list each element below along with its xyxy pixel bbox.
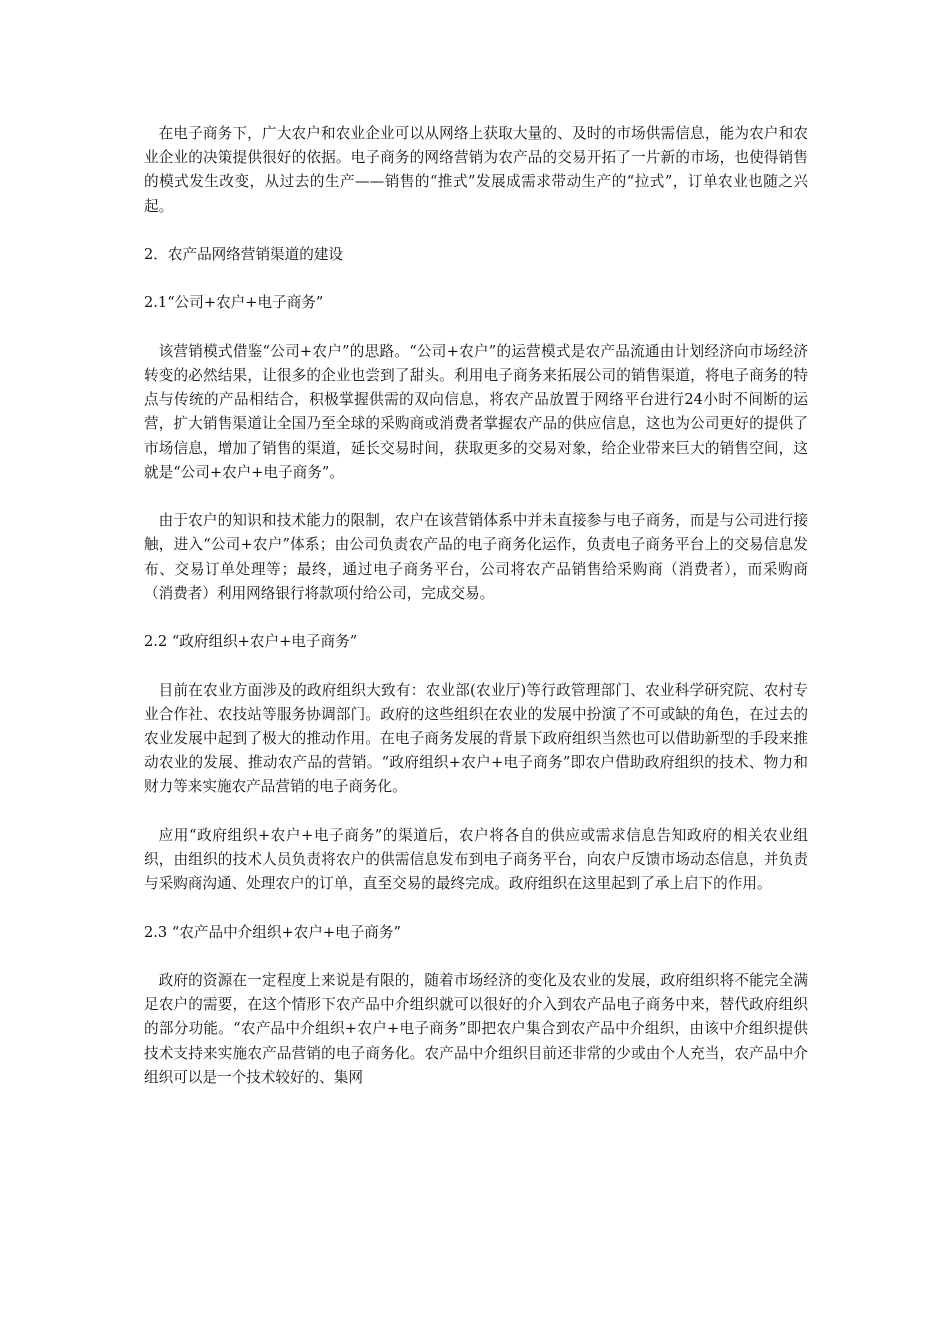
paragraph-gap	[144, 896, 808, 920]
paragraph-gap	[144, 800, 808, 824]
document-page	[144, 122, 808, 1090]
paragraph-gap	[144, 267, 808, 291]
paragraph-gap	[144, 654, 808, 678]
paragraph-gap	[144, 606, 808, 630]
paragraph-gap	[144, 945, 808, 969]
paragraph-gap	[144, 219, 808, 243]
paragraph-2-2-b: 应用“政府组织+农户+电子商务”的渠道后，农户将各自的供应或需求信息告知政府的相关农业组织，由组织的技术人员负责将农户的供需信息发布到电子商务平台，向农户反馈市场动态信息，并负责与采购商沟通、处理农户的订单，直至交易的最终完成。政府组织在这里起到了承上启下的作用。	[144, 826, 808, 893]
paragraph-2-3-a: 政府的资源在一定程度上来说是有限的，随着市场经济的变化及农业的发展，政府组织将不能完全满足农户的需要，在这个情形下农产品中介组织就可以很好的介入到农产品电子商务中来，替代政府组织的部分功能。“农产品中介组织+农户+电子商务”即把农户集合到农产品中介组织，由该中介组织提供技术支持来实施农产品营销的电子商务化。农产品中介组织目前还非常的少或由个人充当，农产品中介组织可以是一个技术较好的、集网	[144, 971, 808, 1086]
paragraph-intro: 在电子商务下，广大农户和农业企业可以从网络上获取大量的、及时的市场供需信息，能为农户和农业企业的决策提供很好的依据。电子商务的网络营销为农产品的交易开拓了一片新的市场，也使得销售的模式发生改变，从过去的生产——销售的“推式”发展成需求带动生产的“拉式”，订单农业也随之兴起。	[144, 125, 808, 215]
section-heading-2: 2．农产品网络营销渠道的建设	[144, 246, 344, 263]
paragraph-2-1-b: 由于农户的知识和技术能力的限制，农户在该营销体系中并未直接参与电子商务，而是与公司进行接触，进入“公司+农户”体系；由公司负责农产品的电子商务化运作，负责电子商务平台上的交易信息发布、交易订单处理等；最终，通过电子商务平台，公司将农产品销售给采购商（消费者），而采购商（消费者）利用网络银行将款项付给公司，完成交易。	[144, 512, 808, 602]
paragraph-gap	[144, 485, 808, 509]
paragraph-2-1-a: 该营销模式借鉴“公司+农户”的思路。“公司+农户”的运营模式是农产品流通由计划经济向市场经济转变的必然结果，让很多的企业也尝到了甜头。利用电子商务来拓展公司的销售渠道，将电子商务的特点与传统的产品相结合，积极掌握供需的双向信息，将农产品放置于网络平台进行24小时不间断的运营，扩大销售渠道让全国乃至全球的采购商或消费者掌握农产品的供应信息，这也为公司更好的提供了市场信息，增加了销售的渠道，延长交易时间，获取更多的交易对象，给企业带来巨大的销售空间，这就是“公司+农户+电子商务”。	[144, 342, 808, 481]
subsection-heading-2-1: 2.1“公司+农户+电子商务”	[144, 294, 324, 312]
subsection-heading-2-2: 2.2 “政府组织+农户+电子商务”	[144, 633, 358, 651]
subsection-heading-2-3: 2.3 “农产品中介组织+农户+电子商务”	[144, 923, 401, 941]
paragraph-gap	[144, 316, 808, 340]
paragraph-2-2-a: 目前在农业方面涉及的政府组织大致有：农业部(农业厅)等行政管理部门、农业科学研究院、农村专业合作社、农技站等服务协调部门。政府的这些组织在农业的发展中扮演了不可或缺的角色，在过去的农业发展中起到了极大的推动作用。在电子商务发展的背景下政府组织当然也可以借助新型的手段来推动农业的发展、推动农产品的营销。“政府组织+农户+电子商务”即农户借助政府组织的技术、物力和财力等来实施农产品营销的电子商务化。	[144, 681, 808, 796]
